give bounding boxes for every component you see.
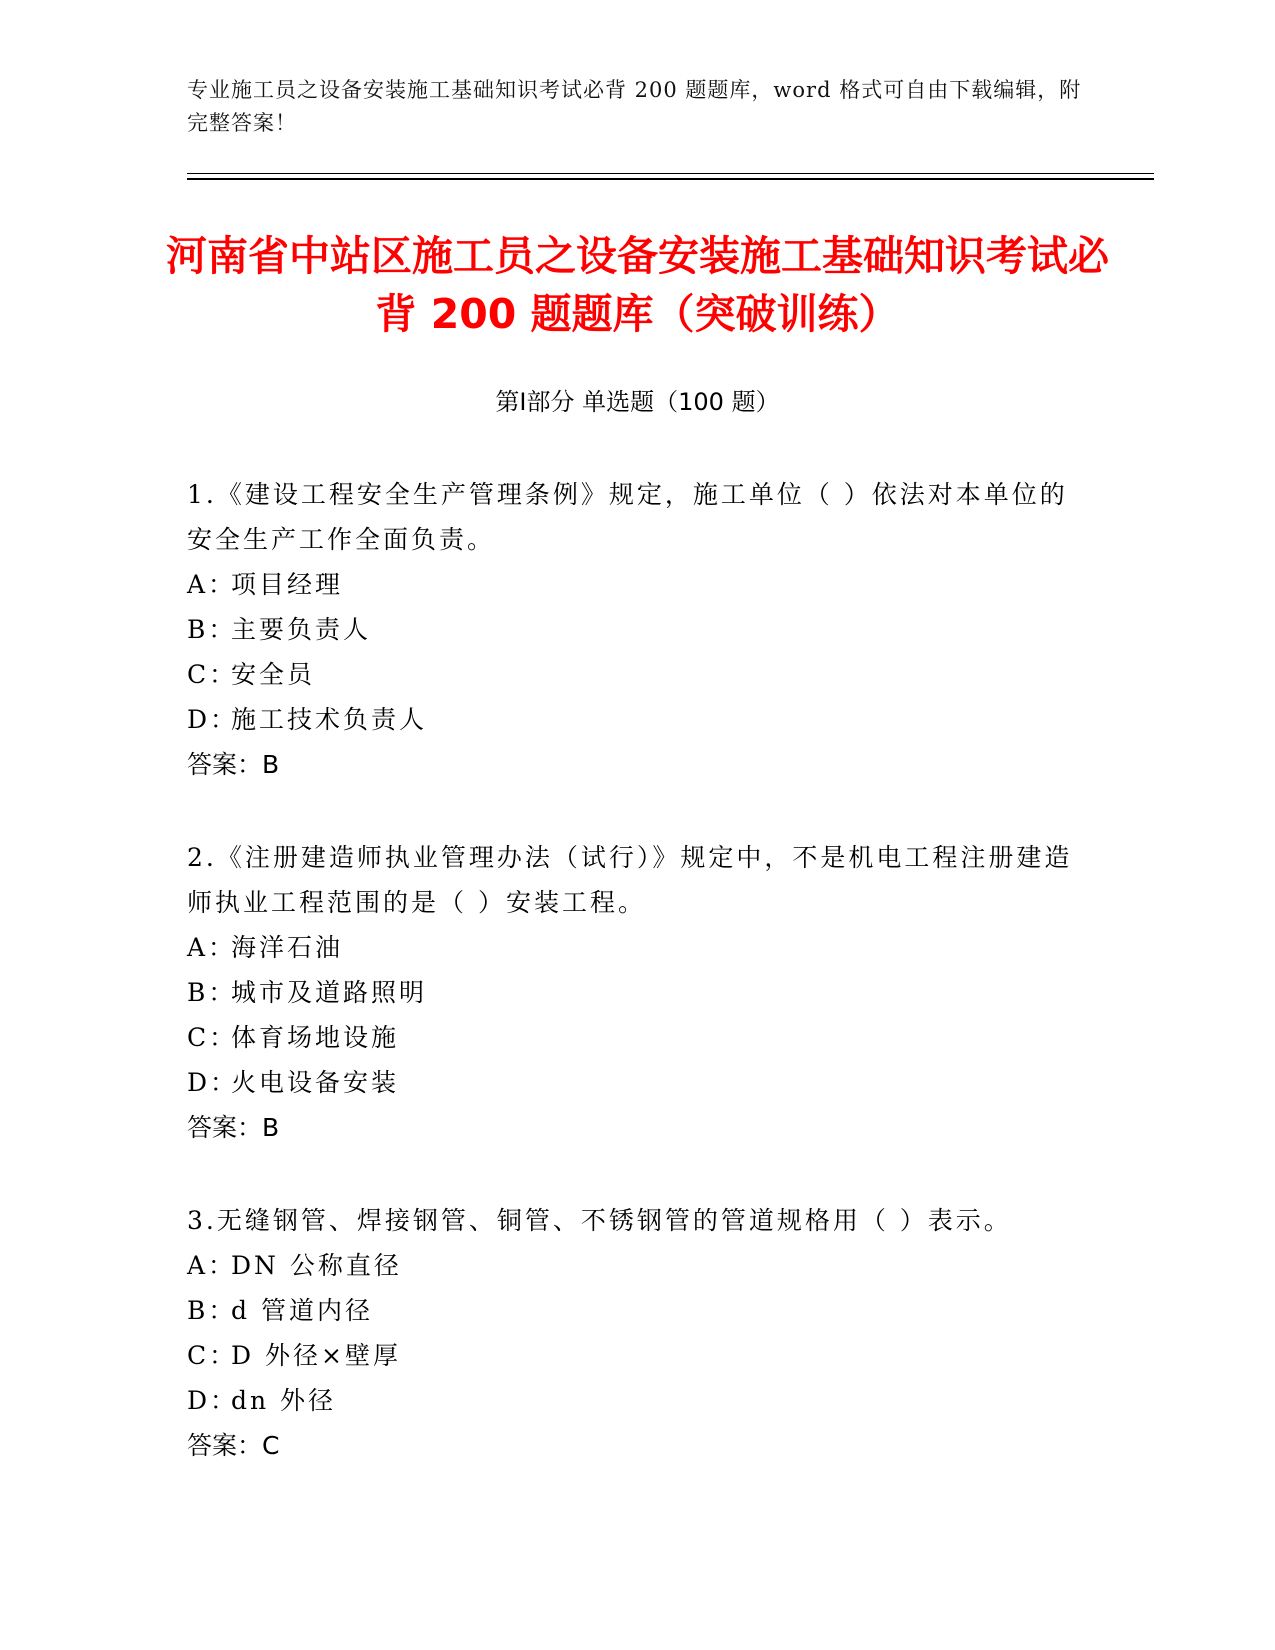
option-c: [187, 1333, 1087, 1378]
option-d: [187, 1378, 1087, 1423]
option-d: [187, 697, 1087, 742]
option-text: 体育场地设施: [231, 1023, 400, 1052]
header-divider-thick: [187, 178, 1154, 180]
answer: 答案：B: [187, 1113, 280, 1142]
option-c: [187, 652, 1087, 697]
option-text: 安全员: [231, 660, 316, 689]
option-key: A：: [187, 570, 237, 599]
header-note: 专业施工员之设备安装施工基础知识考试必背 200 题题库，word 格式可自由下载编辑，附完整答案！: [187, 78, 1082, 135]
option-key: D：: [187, 705, 239, 734]
option-c: [187, 1015, 1087, 1060]
question-stem: 1.《建设工程安全生产管理条例》规定，施工单位（ ）依法对本单位的安全生产工作全面负责。: [187, 480, 1068, 554]
answer: 答案：C: [187, 1431, 280, 1460]
option-text: 主要负责人: [231, 615, 372, 644]
option-key: A：: [187, 1251, 237, 1280]
option-key: C：: [187, 1341, 238, 1370]
option-a: [187, 562, 1087, 607]
question-1: [187, 472, 1087, 787]
option-a: [187, 925, 1087, 970]
option-text: d 管道内径: [231, 1296, 373, 1325]
option-text: 海洋石油: [231, 933, 344, 962]
option-text: 火电设备安装: [231, 1068, 400, 1097]
question-3: [187, 1198, 1087, 1468]
option-b: [187, 607, 1087, 652]
option-text: dn 外径: [231, 1386, 337, 1415]
option-key: C：: [187, 660, 238, 689]
option-text: DN 公称直径: [231, 1251, 402, 1280]
option-key: D：: [187, 1386, 239, 1415]
question-stem: 2.《注册建造师执业管理办法（试行）》规定中，不是机电工程注册建造师执业工程范围的是（ ）安装工程。: [187, 843, 1073, 917]
option-key: D：: [187, 1068, 239, 1097]
section-title: 第Ⅰ部分 单选题（100 题）: [495, 388, 780, 416]
option-key: B：: [187, 978, 237, 1007]
document-title: 河南省中站区施工员之设备安装施工基础知识考试必背 200 题题库（突破训练）: [166, 232, 1109, 338]
option-key: A：: [187, 933, 237, 962]
option-text: 施工技术负责人: [231, 705, 428, 734]
option-key: B：: [187, 1296, 237, 1325]
header-divider-thin: [187, 173, 1154, 174]
option-a: [187, 1243, 1087, 1288]
question-stem: 3.无缝钢管、焊接钢管、铜管、不锈钢管的管道规格用（ ）表示。: [187, 1206, 1012, 1235]
option-key: B：: [187, 615, 237, 644]
option-text: D 外径×壁厚: [231, 1341, 401, 1370]
option-key: C：: [187, 1023, 238, 1052]
option-text: 城市及道路照明: [231, 978, 428, 1007]
option-b: [187, 970, 1087, 1015]
option-text: 项目经理: [231, 570, 344, 599]
option-d: [187, 1060, 1087, 1105]
option-b: [187, 1288, 1087, 1333]
question-2: [187, 835, 1087, 1150]
answer: 答案：B: [187, 750, 280, 779]
